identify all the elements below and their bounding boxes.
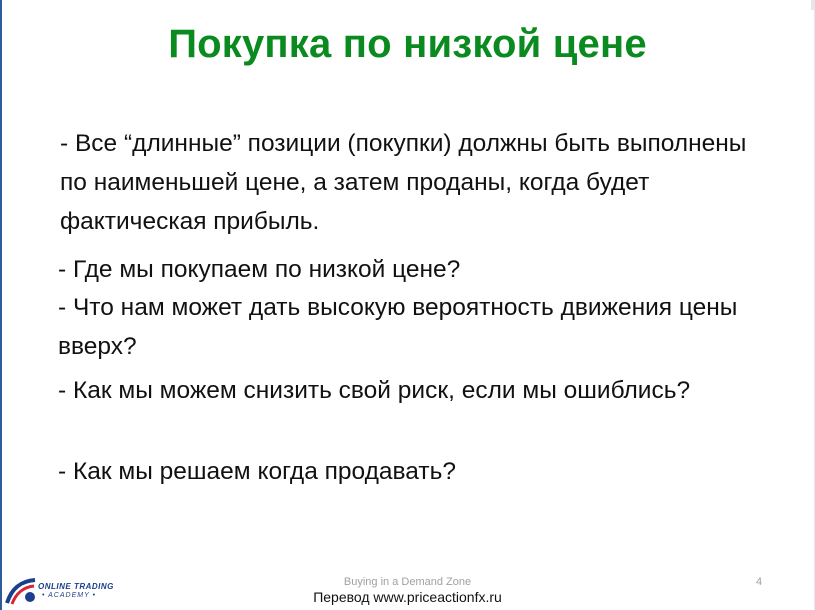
slide-left-border xyxy=(0,0,2,610)
slide-title: Покупка по низкой цене xyxy=(168,22,647,66)
footer-presentation-title: Buying in a Demand Zone xyxy=(343,576,472,588)
footer-translation-credit: Перевод www.priceactionfx.ru xyxy=(313,589,502,605)
body-paragraph: - Все “длинные” позиции (покупки) должны быть выполнены по наименьшей цене, а затем проданы, когда будет фактическая прибыль. xyxy=(60,130,747,235)
question-item: - Что нам может дать высокую вероятность движения цены вверх? xyxy=(58,294,738,360)
slide-corner-mark xyxy=(811,0,815,10)
logo-text-line2: • ACADEMY • xyxy=(42,592,97,599)
question-item: - Как мы можем снизить свой риск, если мы ошиблись? xyxy=(58,377,691,404)
page-number: 4 xyxy=(756,576,763,588)
logo-text-line1: ONLINE TRADING xyxy=(38,582,114,591)
question-item: - Как мы решаем когда продавать? xyxy=(58,458,456,485)
question-item: - Где мы покупаем по низкой цене? xyxy=(58,256,461,283)
